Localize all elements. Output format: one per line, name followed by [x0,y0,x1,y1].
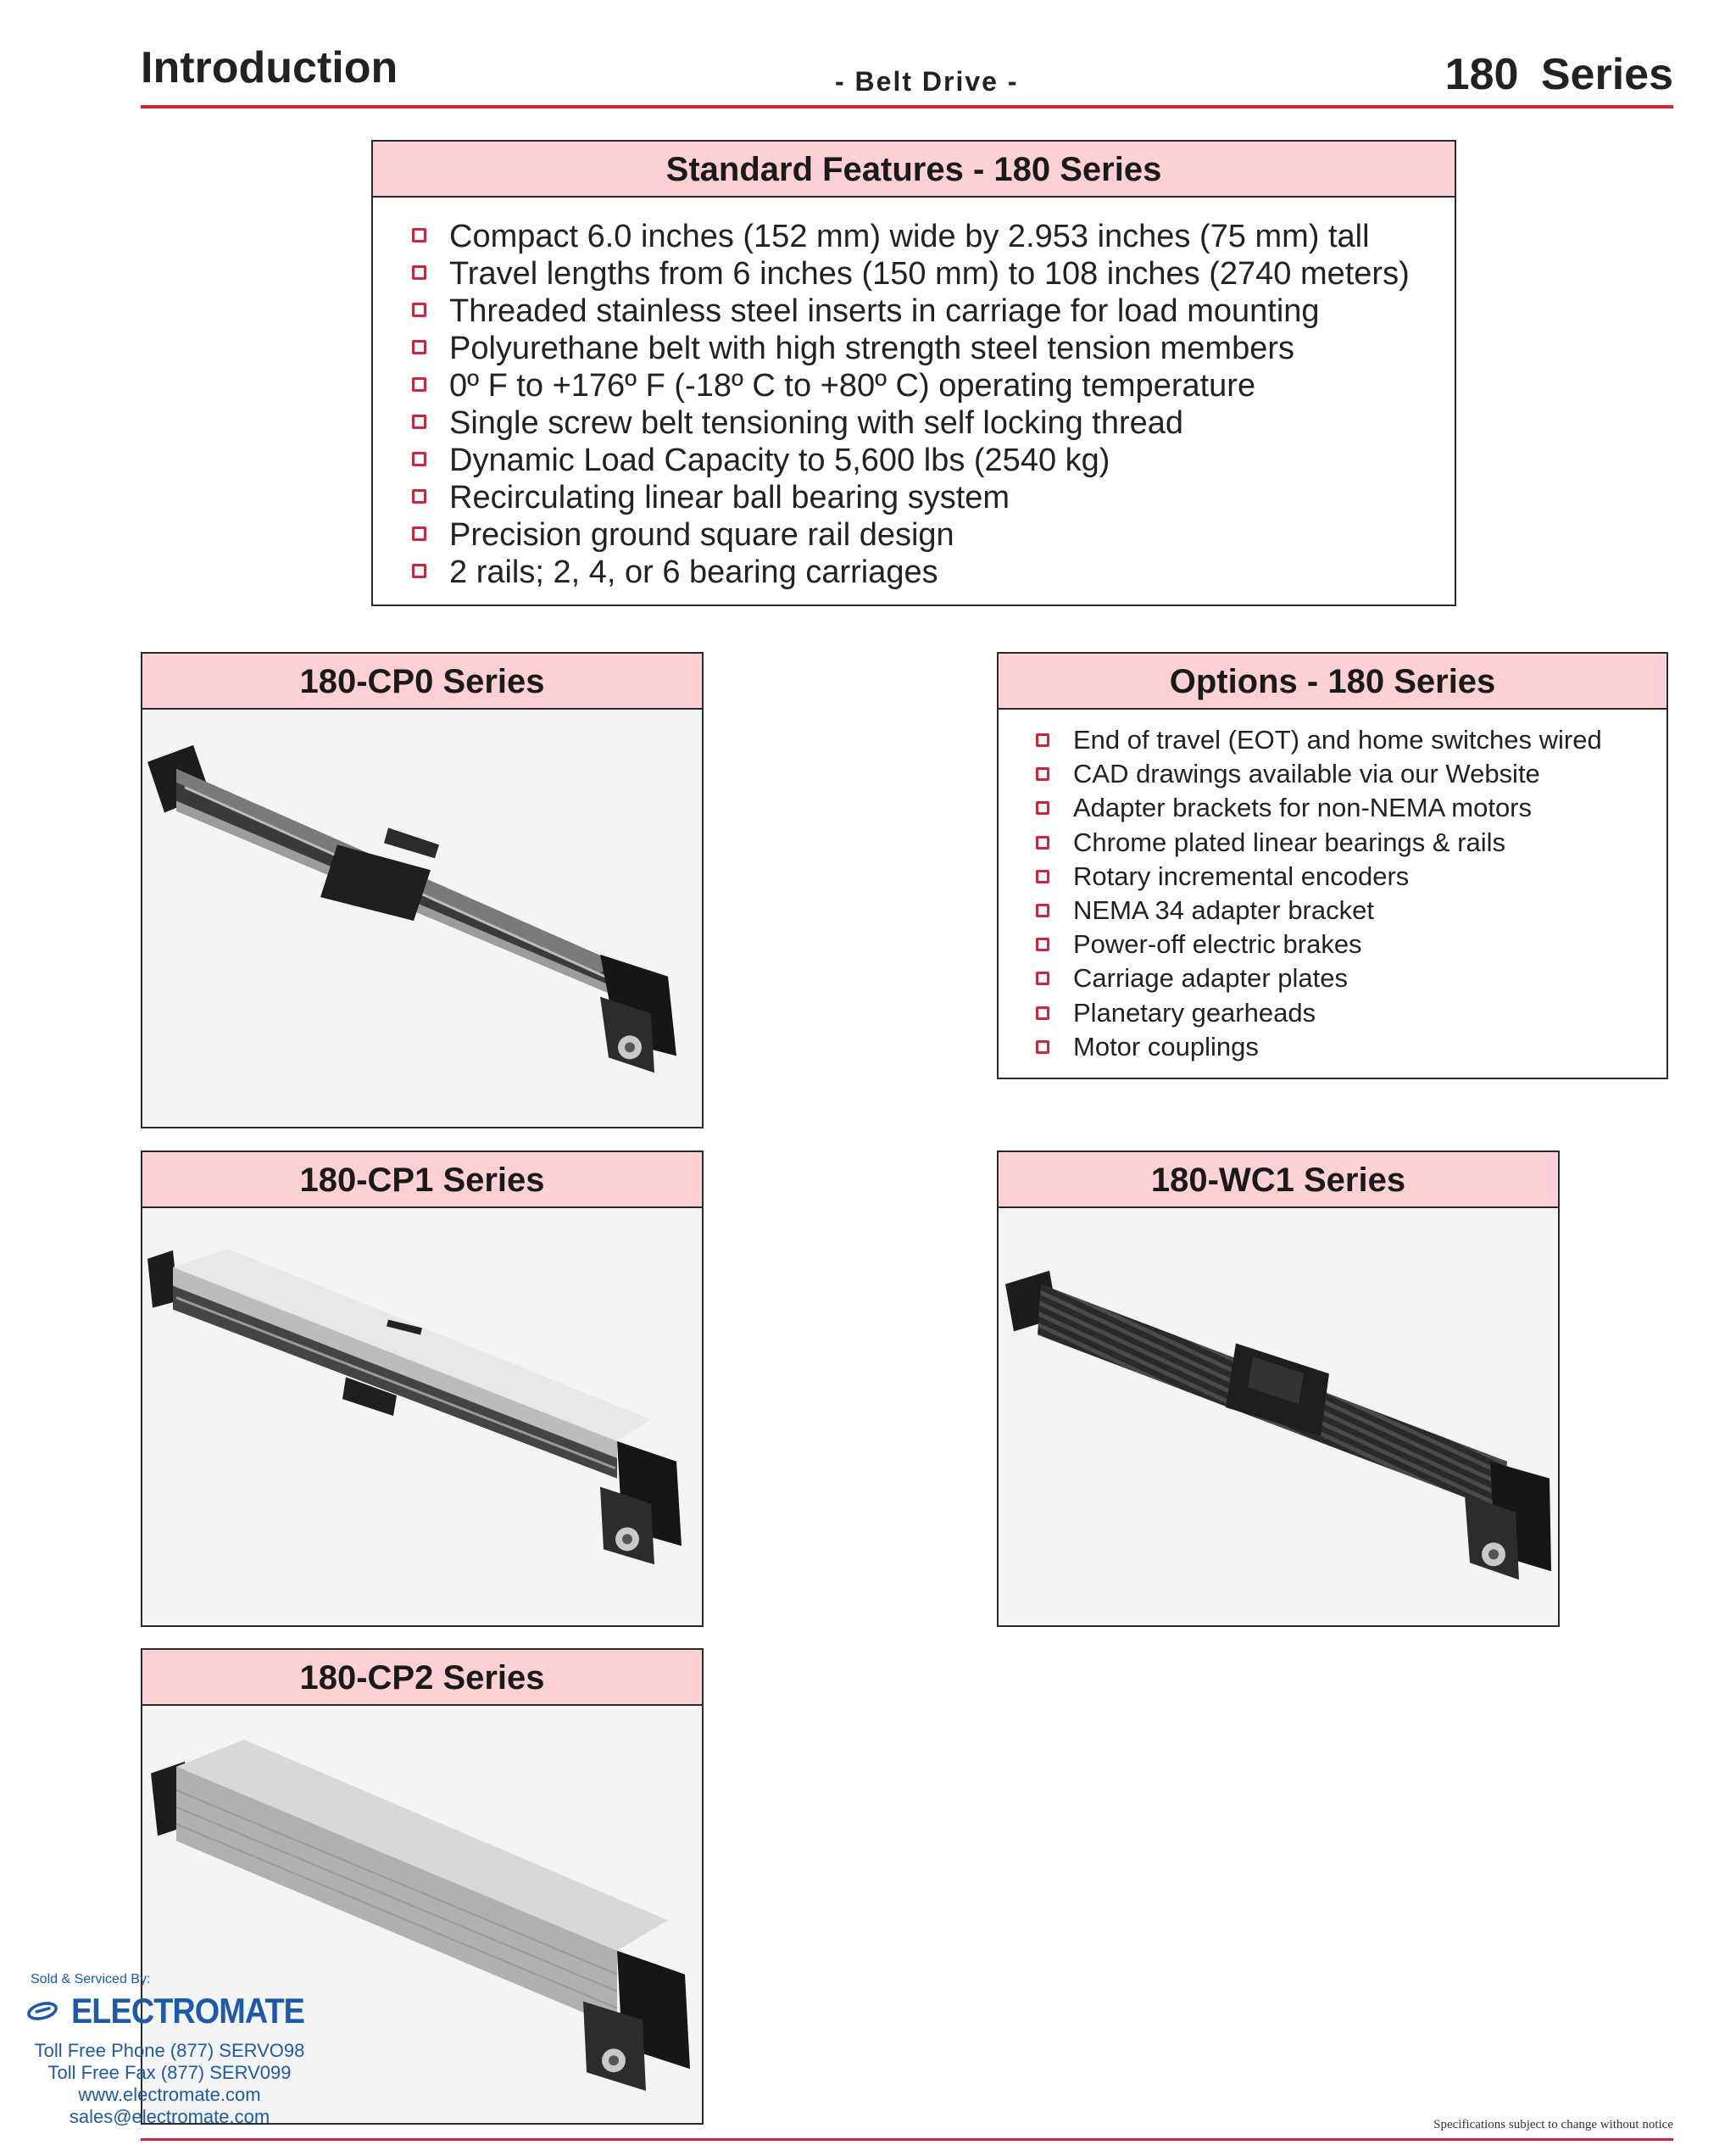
options-list [999,710,1666,1064]
list-item-text: 2 rails; 2, 4, or 6 bearing carriages [449,554,938,590]
list-item-text: Planetary gearheads [1073,997,1316,1028]
square-bullet-icon [412,303,426,317]
list-item [373,218,1455,255]
square-bullet-icon [412,452,426,466]
list-item-text: 0º F to +176º F (-18º C to +80º C) operating temperature [449,368,1256,404]
header-divider [141,105,1673,109]
list-item [373,255,1455,292]
list-item-text: Single screw belt tensioning with self locking thread [449,405,1184,441]
list-item [373,367,1455,404]
electromate-logo-icon [25,1994,61,2028]
list-item [999,723,1666,757]
list-item-text: NEMA 34 adapter bracket [1073,894,1374,925]
list-item [373,292,1455,330]
list-item-text: Carriage adapter plates [1073,963,1348,994]
list-item [999,894,1666,928]
product-photo-wc1 [999,1208,1558,1625]
square-bullet-icon [1036,972,1049,985]
list-item [999,826,1666,860]
list-item [999,961,1666,995]
list-item-text: Polyurethane belt with high strength steel tension members [449,331,1294,366]
dealer-fax: Toll Free Fax (877) SERV099 [47,2062,292,2083]
square-bullet-icon [1036,938,1049,951]
square-bullet-icon [412,564,426,578]
standard-features-list [373,198,1455,591]
square-bullet-icon [412,265,426,280]
square-bullet-icon [1036,1006,1049,1020]
product-photo-cp1 [142,1208,702,1625]
list-item-text: Recirculating linear ball bearing system [449,480,1010,515]
list-item [999,928,1666,961]
square-bullet-icon [1036,1040,1049,1054]
list-item [999,757,1666,791]
square-bullet-icon [1036,904,1049,917]
product-title-cp2: 180-CP2 Series [142,1650,702,1706]
product-panel-cp0 [141,652,704,1128]
square-bullet-icon [1036,733,1049,747]
square-bullet-icon [1036,870,1049,883]
square-bullet-icon [1036,801,1049,815]
list-item [999,860,1666,894]
square-bullet-icon [412,526,426,541]
list-item-text: End of travel (EOT) and home switches wired [1073,725,1602,755]
page-section-title: Introduction [141,43,398,92]
square-bullet-icon [412,340,426,354]
product-title-cp0: 180-CP0 Series [142,654,702,710]
square-bullet-icon [412,228,426,242]
standard-features-title: Standard Features - 180 Series [373,142,1455,198]
product-panel-cp1 [141,1150,704,1627]
options-panel [997,652,1668,1079]
list-item-text: Adapter brackets for non-NEMA motors [1073,793,1533,823]
square-bullet-icon [1036,836,1049,850]
product-title-cp1: 180-CP1 Series [142,1152,702,1208]
product-panel-wc1 [997,1150,1560,1627]
square-bullet-icon [412,415,426,429]
list-item [373,516,1455,554]
list-item-text: Motor couplings [1073,1031,1259,1061]
list-item-text: Compact 6.0 inches (152 mm) wide by 2.953 inches (75 mm) tall [449,219,1370,254]
list-item [373,442,1455,479]
footer-disclaimer: Specifications subject to change without notice [1433,2118,1673,2131]
list-item-text: Dynamic Load Capacity to 5,600 lbs (2540 kg) [449,443,1110,478]
dealer-email[interactable]: sales@electromate.com [69,2106,270,2127]
options-title: Options - 180 Series [999,654,1666,710]
list-item [373,404,1455,442]
dealer-block [25,1972,331,2128]
list-item-text: CAD drawings available via our Website [1073,759,1540,789]
list-item-text: Power-off electric brakes [1073,929,1362,960]
list-item-text: Travel lengths from 6 inches (150 mm) to 108 inches (2740 meters) [449,256,1410,292]
product-title-wc1: 180-WC1 Series [999,1152,1558,1208]
standard-features-panel [371,140,1456,606]
list-item [373,330,1455,367]
list-item-text: Rotary incremental encoders [1073,861,1410,891]
list-item [999,791,1666,825]
square-bullet-icon [1036,767,1049,781]
list-item-text: Precision ground square rail design [449,517,954,553]
footer-divider [141,2138,1673,2141]
list-item [373,554,1455,591]
list-item [999,1030,1666,1064]
list-item [373,479,1455,516]
sold-by-label: Sold & Serviced By: [31,1972,151,1986]
dealer-brand: ELECTROMATE [71,1991,305,2031]
list-item [999,996,1666,1030]
product-photo-cp0 [142,710,702,1127]
series-title: 180 Series [1444,50,1673,99]
page-subtitle: - Belt Drive - [835,66,1019,97]
list-item-text: Threaded stainless steel inserts in carriage for load mounting [449,293,1320,329]
dealer-website[interactable]: www.electromate.com [78,2084,261,2105]
square-bullet-icon [412,489,426,504]
list-item-text: Chrome plated linear bearings & rails [1073,827,1506,857]
dealer-phone: Toll Free Phone (877) SERVO98 [34,2040,305,2061]
square-bullet-icon [412,377,426,392]
